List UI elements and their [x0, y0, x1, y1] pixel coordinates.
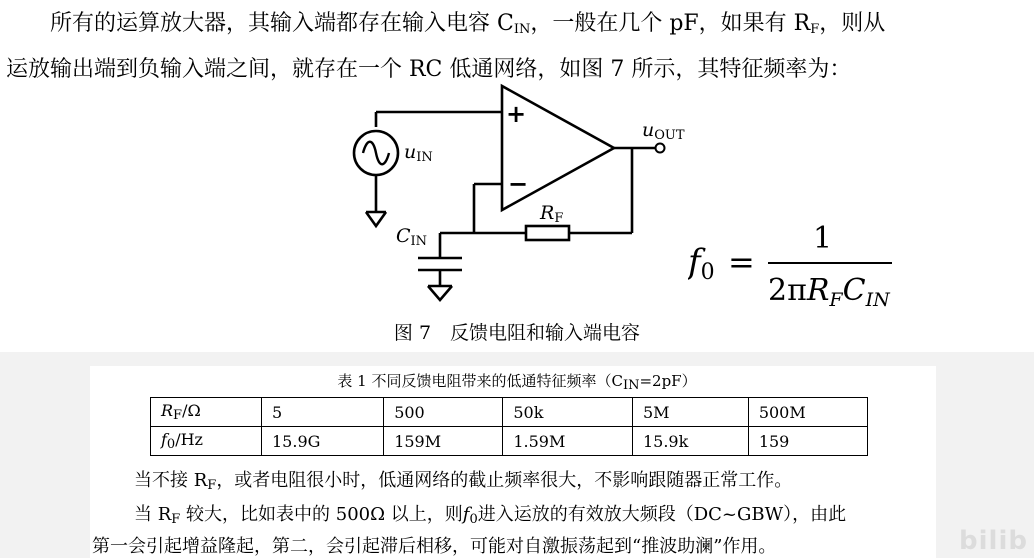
table-cell: 5M	[632, 398, 748, 427]
svg-text:2πRFCIN: $2\pi R_FC_{IN}$	[768, 273, 890, 310]
frequency-formula	[688, 218, 908, 310]
table-cell: 159M	[384, 427, 503, 456]
table-cell: 500M	[748, 398, 867, 427]
intro-line1: 所有的运算放大器，其输入端都存在输入电容 $C_{IN}$，一般在几个 pF，如果有 $R_F$，则从	[50, 11, 886, 37]
feedback-resistor	[526, 226, 569, 240]
table-cell: 15.9G	[262, 427, 384, 456]
table-row	[151, 427, 868, 456]
watermark: bilib	[959, 526, 1028, 556]
table-cell: 1.59M	[503, 427, 633, 456]
plus-sign: +	[506, 100, 527, 128]
intro-paragraph	[6, 4, 1032, 90]
lower-document-area	[90, 366, 936, 558]
table-cell: 5	[262, 398, 384, 427]
label-uin: uIN	[404, 141, 433, 165]
label-cin: CIN	[396, 225, 428, 249]
figure-caption: 图 7 反馈电阻和输入端电容	[393, 322, 641, 344]
body-line-1: 当不接 $R_F$，或者电阻很小时，低通网络的截止频率很大，不影响跟随器正常工作。	[134, 470, 793, 493]
output-terminal	[656, 144, 665, 153]
table-cell: 500	[384, 398, 503, 427]
minus-sign: −	[508, 170, 529, 198]
table-cell: 159	[748, 427, 867, 456]
table-row	[151, 398, 868, 427]
svg-text:1: 1	[813, 221, 833, 256]
body-line-2: 当 $R_F$ 较大，比如表中的 500Ω 以上，则$f_0$进入运放的有效放大频段（DC~GBW），由此	[134, 504, 847, 527]
op-amp-circuit-diagram	[340, 80, 700, 312]
label-rf: RF	[540, 202, 564, 226]
body-line-3: 第一会引起增益隆起，第二，会引起滞后相移，可能对自激振荡起到“推波助澜”作用。	[92, 536, 777, 557]
label-uout: uOUT	[642, 119, 685, 143]
row-header-rf: $R_F/\Omega$	[151, 398, 262, 427]
sine-wave-icon	[363, 142, 389, 165]
table-cell: 50k	[503, 398, 633, 427]
svg-text:f0: f0	[688, 242, 715, 285]
intro-line2: 运放输出端到负输入端之间，就存在一个 RC 低通网络，如图 7 所示，其特征频率为：	[6, 57, 852, 82]
table-title: 表 1 不同反馈电阻带来的低通特征频率（CIN=2pF）	[337, 372, 697, 393]
row-header-f0: $f_0/Hz$	[151, 427, 262, 456]
svg-text:=: =	[728, 243, 755, 281]
frequency-table	[150, 397, 868, 456]
table-cell: 15.9k	[632, 427, 748, 456]
